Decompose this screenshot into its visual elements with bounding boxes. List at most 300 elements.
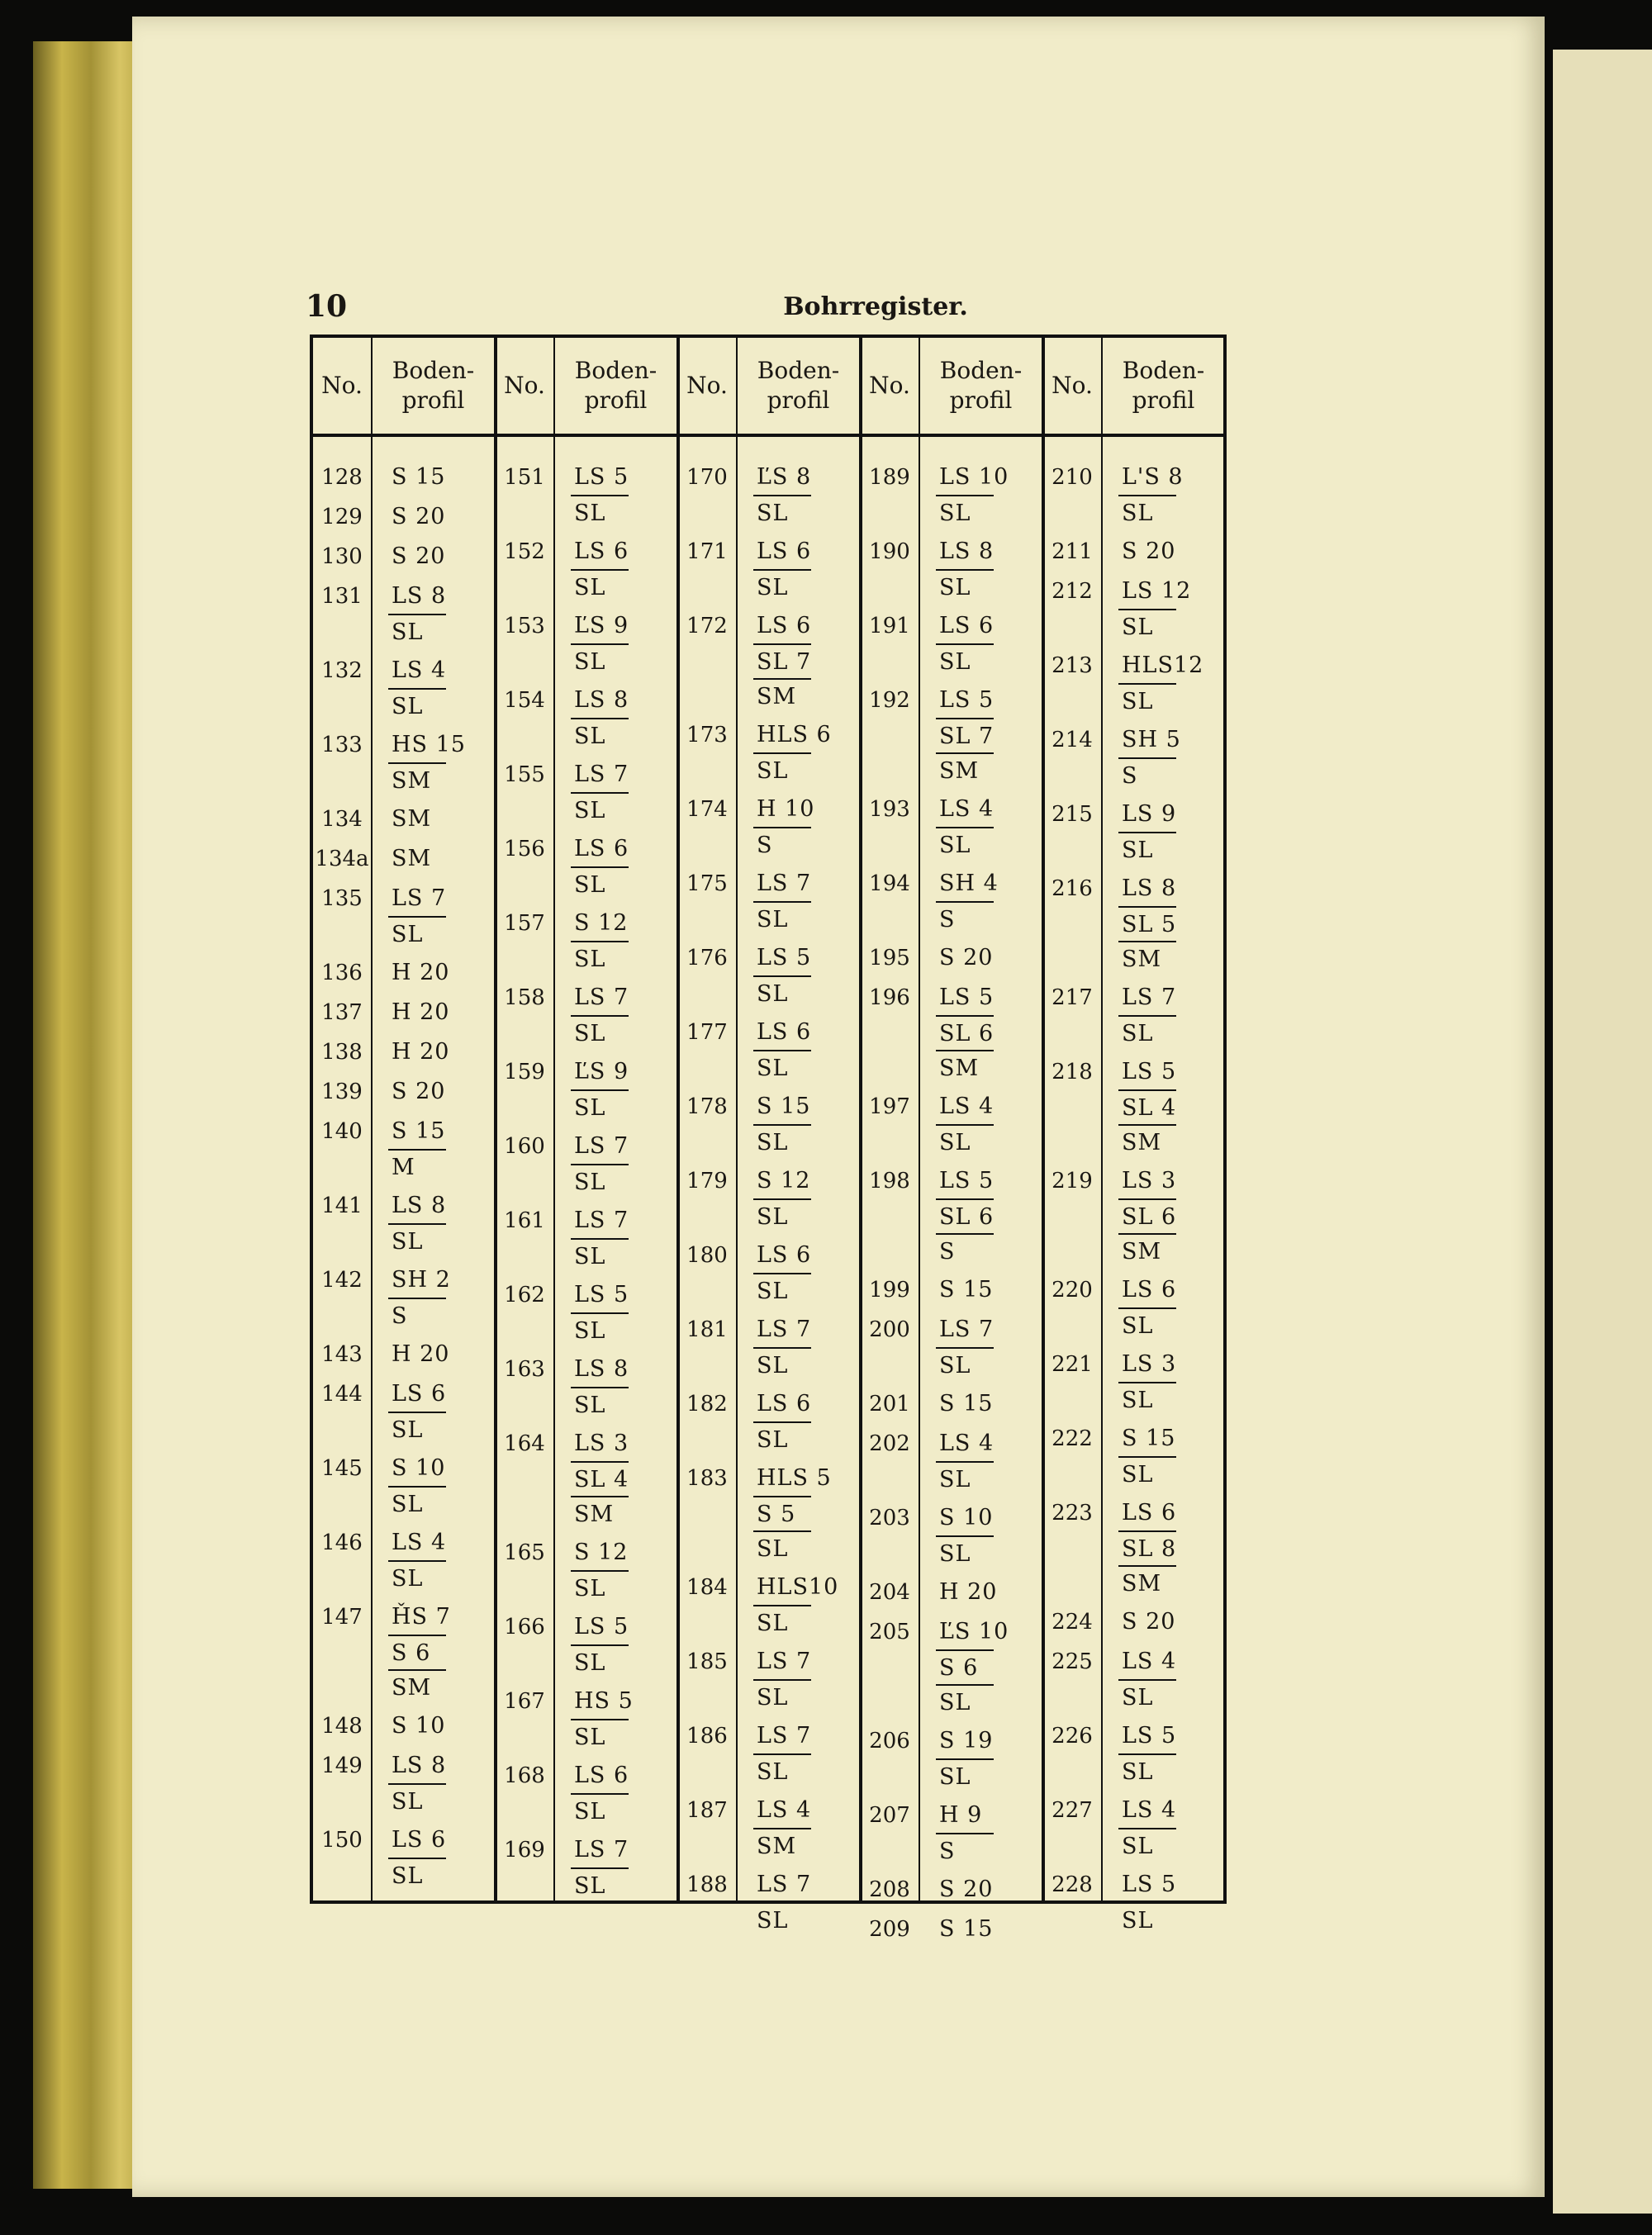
boden-profil — [1105, 574, 1221, 643]
boden-profil — [1105, 1867, 1221, 1937]
profil-line: SL — [571, 1387, 629, 1421]
boden-profil — [375, 1035, 491, 1070]
bohr-number: 128 — [321, 465, 363, 490]
column-group-1 — [313, 338, 496, 1900]
bohr-number: 170 — [686, 465, 728, 490]
profil-line: S 10 — [939, 1505, 994, 1530]
bohr-number: 187 — [686, 1798, 728, 1823]
boden-profil — [375, 500, 491, 534]
profil-line: LS 12 — [1122, 578, 1192, 604]
profil-line: LS 7 — [574, 985, 629, 1010]
boden-profil — [923, 1615, 1038, 1719]
bohr-number: 132 — [321, 658, 363, 683]
profil-line: LS 7 — [574, 1837, 629, 1862]
profil-line: SM — [1118, 1124, 1176, 1159]
profil-line: LS 3 — [1122, 1168, 1177, 1193]
boden-profil — [375, 1600, 491, 1704]
profil-line: LS 5 — [1122, 1059, 1177, 1084]
profil-line: ĽS 9 — [574, 613, 629, 638]
profil-line: S 20 — [392, 1079, 446, 1104]
boden-profil — [740, 1015, 856, 1084]
profil-line: LS 6 — [1122, 1500, 1177, 1526]
bohr-number: 178 — [686, 1094, 728, 1119]
profil-line: S 20 — [1122, 1609, 1176, 1635]
facing-page-edge — [1553, 50, 1652, 2214]
profil-line: S 19 — [939, 1728, 994, 1753]
profil-line: LS 6 — [757, 1019, 812, 1045]
bohr-number: 167 — [504, 1689, 545, 1714]
profil-line: SL — [388, 688, 446, 723]
bohr-number: 221 — [1051, 1352, 1093, 1377]
profil-line: SL — [753, 975, 811, 1010]
bohr-number: 150 — [321, 1828, 363, 1853]
profil-line: SL — [388, 1486, 446, 1521]
profil-line: S 12 — [757, 1168, 811, 1193]
profil-line: LS 5 — [574, 1614, 629, 1639]
bohr-number: 222 — [1051, 1426, 1093, 1451]
bohr-number: 148 — [321, 1714, 363, 1739]
bohr-number: 169 — [504, 1838, 545, 1862]
bohr-number: 160 — [504, 1134, 545, 1159]
profil-line: S — [1118, 757, 1176, 792]
running-head — [0, 289, 1652, 330]
bohr-number: 135 — [321, 886, 363, 911]
profil-line: SL — [753, 569, 811, 604]
profil-line: SL — [753, 752, 811, 787]
profil-line: SL — [936, 643, 994, 678]
boden-profil — [558, 683, 673, 752]
boden-profil — [1105, 1793, 1221, 1862]
boden-profil — [1105, 648, 1221, 718]
bohr-number: 204 — [869, 1580, 910, 1605]
profil-line: S 10 — [392, 1713, 446, 1739]
profil-line: SL — [571, 1238, 629, 1273]
boden-profil — [740, 1867, 856, 1937]
profil-line: S 6 — [936, 1649, 994, 1684]
bohr-number: 207 — [869, 1803, 910, 1828]
bohr-number: 195 — [869, 946, 910, 970]
bohr-number: 146 — [321, 1530, 363, 1555]
profil-line: SL — [936, 1684, 994, 1719]
profil-line: SL — [753, 1198, 811, 1233]
profil-line: SL — [571, 569, 629, 604]
profil-line: SL — [571, 1570, 629, 1605]
bohr-number: 215 — [1051, 802, 1093, 827]
profil-line: SL — [1118, 832, 1176, 866]
boden-profil — [923, 1387, 1038, 1421]
header-bodenprofil: Boden- profil — [1122, 356, 1205, 414]
profil-line: S 20 — [939, 1877, 994, 1902]
bohr-number: 208 — [869, 1877, 910, 1902]
profil-line: LS 4 — [392, 1530, 447, 1555]
profil-line: SL — [936, 1124, 994, 1159]
profil-line: S 20 — [939, 945, 994, 970]
boden-profil — [558, 1278, 673, 1347]
profil-line: LS 7 — [574, 1133, 629, 1159]
profil-line: S 15 — [757, 1094, 811, 1119]
boden-profil — [558, 980, 673, 1050]
boden-profil — [558, 1684, 673, 1753]
boden-profil — [740, 941, 856, 1010]
profil-line: LS 5 — [574, 464, 629, 490]
profil-line: SL 7 — [753, 643, 811, 678]
profil-line: SL 4 — [1118, 1089, 1176, 1124]
profil-line: LS 6 — [939, 613, 995, 638]
profil-line: SL 8 — [1118, 1530, 1176, 1565]
boden-profil — [375, 842, 491, 876]
bohr-number: 196 — [869, 985, 910, 1010]
profil-line: SL — [571, 1015, 629, 1050]
boden-profil — [375, 995, 491, 1030]
boden-profil — [923, 1872, 1038, 1907]
boden-profil — [558, 1833, 673, 1902]
profil-line: SL — [936, 569, 994, 604]
boden-profil — [558, 460, 673, 529]
profil-line: SL — [571, 1867, 629, 1902]
profil-line: LS 7 — [574, 762, 629, 787]
profil-line: SL — [753, 1605, 811, 1639]
profil-line: LS 5 — [939, 985, 995, 1010]
header-no: No. — [686, 371, 728, 399]
boden-profil — [923, 792, 1038, 861]
profil-line: LS 4 — [392, 657, 447, 683]
boden-profil — [740, 1461, 856, 1565]
boden-profil — [375, 802, 491, 837]
boden-profil — [923, 1575, 1038, 1610]
bohr-number: 157 — [504, 911, 545, 936]
profil-line: S 20 — [392, 504, 446, 529]
bohr-number: 175 — [686, 871, 728, 896]
bohr-number: 211 — [1051, 539, 1093, 564]
profil-line: SL — [753, 1679, 811, 1714]
boden-profil — [923, 1312, 1038, 1382]
bohr-number: 163 — [504, 1357, 545, 1382]
header-bodenprofil: Boden- profil — [757, 356, 840, 414]
profil-line: SL — [388, 916, 446, 951]
profil-line: S — [753, 827, 811, 861]
bohr-number: 147 — [321, 1605, 363, 1630]
profil-line: SM — [936, 752, 994, 787]
boden-profil — [740, 1644, 856, 1714]
bohr-number: 192 — [869, 688, 910, 713]
profil-line: LS 5 — [939, 1168, 995, 1193]
profil-line: LS 6 — [574, 539, 629, 564]
bohr-number: 144 — [321, 1382, 363, 1407]
profil-line: SL 4 — [571, 1461, 629, 1496]
bohr-number: 168 — [504, 1763, 545, 1788]
profil-line: SL — [1118, 1382, 1176, 1416]
profil-line: LS 8 — [1122, 875, 1177, 901]
boden-profil — [923, 1426, 1038, 1496]
profil-line: LS 6 — [392, 1381, 447, 1407]
profil-line: LS 4 — [1122, 1649, 1177, 1674]
profil-line: SL — [571, 1164, 629, 1198]
boden-profil — [1105, 1055, 1221, 1159]
bohr-number: 202 — [869, 1431, 910, 1456]
boden-profil — [558, 1426, 673, 1530]
profil-line: SL — [936, 495, 994, 529]
profil-line: H 20 — [392, 999, 450, 1025]
boden-profil — [923, 1273, 1038, 1307]
bohr-number: 152 — [504, 539, 545, 564]
profil-line: HS 5 — [574, 1688, 634, 1714]
profil-line: SL — [571, 941, 629, 975]
profil-line: SM — [392, 846, 432, 871]
boden-profil — [375, 728, 491, 797]
boden-profil — [375, 1526, 491, 1595]
boden-profil — [1105, 1719, 1221, 1788]
bohr-number: 166 — [504, 1615, 545, 1639]
profil-line: LS 8 — [574, 687, 629, 713]
bohr-number: 154 — [504, 688, 545, 713]
profil-line: SL — [753, 1902, 811, 1937]
page-title: Bohrregister. — [783, 292, 968, 321]
bohr-number: 134a — [315, 847, 369, 871]
bohr-number: 129 — [321, 505, 363, 529]
profil-line: S — [936, 901, 994, 936]
header-bodenprofil: Boden- profil — [939, 356, 1023, 414]
profil-line: HLS12 — [1122, 652, 1204, 678]
profil-line: LS 5 — [757, 945, 812, 970]
boden-profil — [923, 1164, 1038, 1268]
profil-line: S 6 — [388, 1635, 446, 1669]
boden-profil — [375, 1337, 491, 1372]
profil-line: H 10 — [757, 796, 815, 822]
profil-line: SL — [571, 1793, 629, 1828]
boden-profil — [558, 1610, 673, 1679]
boden-profil — [558, 1129, 673, 1198]
bohr-number: 179 — [686, 1169, 728, 1193]
bohr-number: 155 — [504, 762, 545, 787]
profil-line: SL — [571, 718, 629, 752]
profil-line: SL — [753, 1050, 811, 1084]
profil-line: LS 5 — [1122, 1872, 1177, 1897]
header-no: No. — [321, 371, 363, 399]
bohr-number: 219 — [1051, 1169, 1093, 1193]
profil-line: SM — [1118, 1565, 1176, 1600]
bohr-number: 180 — [686, 1243, 728, 1268]
bohr-number: 228 — [1051, 1872, 1093, 1897]
profil-line: LS 7 — [757, 1872, 812, 1897]
profil-line: LS 9 — [1122, 801, 1177, 827]
bohr-number: 173 — [686, 723, 728, 747]
profil-line: LS 7 — [939, 1317, 995, 1342]
bohr-number: 190 — [869, 539, 910, 564]
profil-line: SM — [753, 678, 811, 713]
boden-profil — [1105, 1605, 1221, 1639]
bohr-number: 145 — [321, 1456, 363, 1481]
bohr-number: 140 — [321, 1119, 363, 1144]
boden-profil — [1105, 534, 1221, 569]
profil-line: L'S 8 — [1122, 464, 1184, 490]
bohr-number: 191 — [869, 614, 910, 638]
boden-profil — [740, 1238, 856, 1307]
profil-line: SL — [571, 866, 629, 901]
profil-line: SL — [1118, 1828, 1176, 1862]
profil-line: HLS10 — [757, 1574, 839, 1600]
profil-line: LS 7 — [757, 871, 812, 896]
boden-profil — [740, 609, 856, 713]
boden-profil — [923, 980, 1038, 1084]
bohr-number: 227 — [1051, 1798, 1093, 1823]
profil-line: SL — [753, 901, 811, 936]
boden-profil — [923, 1912, 1038, 1947]
boden-profil — [375, 1189, 491, 1258]
bohr-number: 176 — [686, 946, 728, 970]
bohr-number: 174 — [686, 797, 728, 822]
bohr-number: 183 — [686, 1466, 728, 1491]
boden-profil — [740, 718, 856, 787]
profil-line: LS 8 — [392, 1753, 447, 1778]
bohr-number: 189 — [869, 465, 910, 490]
profil-line: SL 5 — [1118, 906, 1176, 941]
boden-profil — [923, 1724, 1038, 1793]
boden-profil — [375, 1709, 491, 1744]
bohr-number: 188 — [686, 1872, 728, 1897]
bohr-number: 162 — [504, 1283, 545, 1307]
profil-line: LS 6 — [1122, 1277, 1177, 1303]
profil-line: SL — [1118, 1307, 1176, 1342]
bohr-number: 172 — [686, 614, 728, 638]
column-group-3 — [678, 338, 861, 1934]
boden-profil — [740, 1387, 856, 1456]
profil-line: LS 6 — [757, 1391, 812, 1416]
boden-profil — [1105, 797, 1221, 866]
profil-line: LS 8 — [392, 1193, 447, 1218]
profil-line: S 15 — [1122, 1426, 1176, 1451]
profil-line: SL — [388, 614, 446, 648]
profil-line: M — [388, 1149, 446, 1184]
bohr-number: 206 — [869, 1729, 910, 1753]
profil-line: ĽS 10 — [939, 1619, 1009, 1644]
profil-line: SL — [571, 1089, 629, 1124]
boden-profil — [375, 1451, 491, 1521]
profil-line: H 20 — [392, 960, 450, 985]
column-group-2 — [496, 338, 678, 1900]
boden-profil — [923, 1798, 1038, 1867]
boden-profil — [375, 653, 491, 723]
bohr-number: 142 — [321, 1268, 363, 1293]
profil-line: SL — [388, 1223, 446, 1258]
boden-profil — [375, 1114, 491, 1184]
boden-profil — [375, 956, 491, 990]
profil-line: SM — [753, 1828, 811, 1862]
boden-profil — [1105, 980, 1221, 1050]
bohr-number: 201 — [869, 1392, 910, 1416]
bohr-number: 171 — [686, 539, 728, 564]
profil-line: SM — [936, 1050, 994, 1084]
bohr-number: 153 — [504, 614, 545, 638]
boden-profil — [740, 1089, 856, 1159]
bohr-number: 197 — [869, 1094, 910, 1119]
boden-profil — [558, 1535, 673, 1605]
bohr-number: 220 — [1051, 1278, 1093, 1303]
bohr-number: 205 — [869, 1620, 910, 1644]
bohr-number: 151 — [504, 465, 545, 490]
bohr-number: 210 — [1051, 465, 1093, 490]
profil-line: SL — [571, 1312, 629, 1347]
profil-line: LS 4 — [939, 796, 995, 822]
bohr-number: 200 — [869, 1317, 910, 1342]
page-edge — [33, 41, 149, 2189]
profil-line: SL 6 — [936, 1015, 994, 1050]
bohr-number: 131 — [321, 584, 363, 609]
profil-line: S 15 — [392, 1118, 446, 1144]
boden-profil — [1105, 1273, 1221, 1342]
profil-line: H 20 — [939, 1579, 998, 1605]
bohr-number: 225 — [1051, 1649, 1093, 1674]
boden-profil — [740, 1793, 856, 1862]
profil-line: LS 4 — [1122, 1797, 1177, 1823]
profil-line: LS 10 — [939, 464, 1009, 490]
profil-line: S 20 — [1122, 539, 1176, 564]
profil-line: SH 5 — [1122, 727, 1181, 752]
profil-line: SL — [1118, 609, 1176, 643]
profil-line: LS 7 — [392, 885, 447, 911]
profil-line: HS 15 — [392, 732, 466, 757]
bohr-number: 186 — [686, 1724, 728, 1749]
boden-profil — [375, 1823, 491, 1892]
profil-line: SH 4 — [939, 871, 999, 896]
profil-line: SL — [1118, 1456, 1176, 1491]
bohrregister-table — [310, 335, 1227, 1942]
profil-line: SL — [936, 827, 994, 861]
profil-line: SM — [571, 1496, 629, 1530]
boden-profil — [558, 906, 673, 975]
boden-profil — [740, 1719, 856, 1788]
profil-line: SL — [571, 792, 629, 827]
profil-line: LS 4 — [939, 1094, 995, 1119]
bohr-number: 218 — [1051, 1060, 1093, 1084]
profil-line: LS 6 — [574, 836, 629, 861]
bohr-number: 161 — [504, 1208, 545, 1233]
profil-line: S 12 — [574, 910, 629, 936]
boden-profil — [1105, 1347, 1221, 1416]
bohr-number: 198 — [869, 1169, 910, 1193]
profil-line: SL — [388, 1560, 446, 1595]
boden-profil — [558, 1055, 673, 1124]
bohr-number: 158 — [504, 985, 545, 1010]
boden-profil — [375, 881, 491, 951]
boden-profil — [923, 941, 1038, 975]
bohr-number: 185 — [686, 1649, 728, 1674]
profil-line: SL — [571, 643, 629, 678]
boden-profil — [1105, 871, 1221, 975]
profil-line: S 15 — [939, 1916, 994, 1942]
boden-profil — [558, 534, 673, 604]
profil-line: SL — [1118, 1902, 1176, 1937]
boden-profil — [740, 866, 856, 936]
profil-line: SL — [753, 1753, 811, 1788]
bohr-number: 137 — [321, 1000, 363, 1025]
header-no: No. — [1051, 371, 1093, 399]
boden-profil — [923, 866, 1038, 936]
profil-line: SL — [936, 1347, 994, 1382]
profil-line: S — [936, 1833, 994, 1867]
bohr-number: 130 — [321, 544, 363, 569]
profil-line: LS 4 — [939, 1431, 995, 1456]
boden-profil — [923, 609, 1038, 678]
boden-profil — [375, 1749, 491, 1818]
profil-line: SM — [388, 1669, 446, 1704]
profil-line: SL — [936, 1535, 994, 1570]
column-group-5 — [1043, 338, 1226, 1934]
boden-profil — [375, 579, 491, 648]
boden-profil — [923, 1089, 1038, 1159]
profil-line: LS 7 — [757, 1649, 812, 1674]
profil-line: SL — [936, 1461, 994, 1496]
boden-profil — [740, 534, 856, 604]
